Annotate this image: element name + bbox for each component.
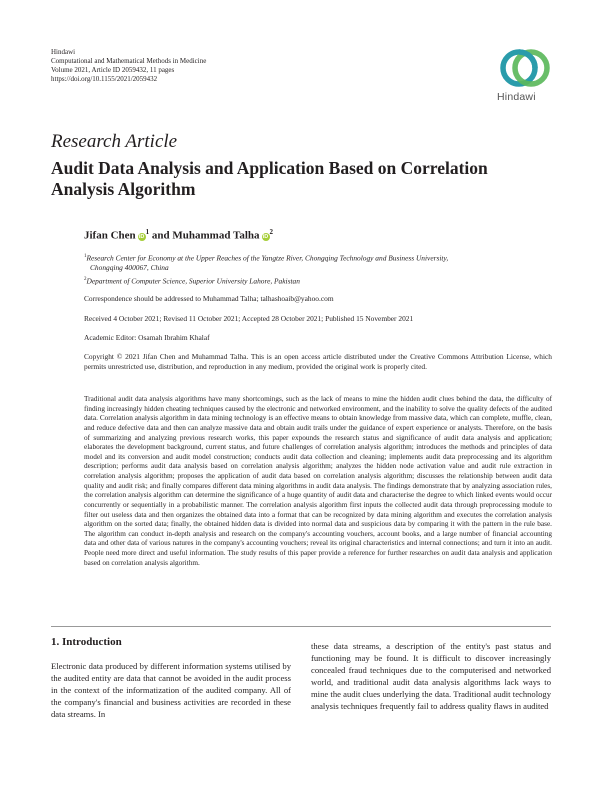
- author-affiliation-marker: 1: [145, 228, 150, 236]
- abstract: Traditional audit data analysis algorithms have many shortcomings, such as the lack of means to mine the hidden audit clues behind the data, the difficulty of finding increasingly hidden cheating techniques caused by the electronic and networked environment, and the inability to solve the quality defects of the audited data. Correlation analysis algorithm in data mining technology is an effective means to obtain knowledge from massive data, which can complete, muffle, clean, and reduce defective data and then can analyze massive data and obtain audit trails under the guidance of expert experience or analysts. Therefore, on the basis of summarizing and analyzing previous research works, this paper expounds the research status and significance of audit data analysis and application; elaborates the development background, current status, and future challenges of correlation analysis algorithm; introduces the methods and principles of data model and its conversion and audit model construction; conducts audit data collection and cleaning; implements audit data preprocessing and its algorithm description; performs audit data analysis based on correlation analysis algorithm; analyzes the hidden node activation value and audit rule extraction in correlation analysis algorithm; proposes the application of audit data based on correlation analysis algorithm; discusses the relationship between audit data quality and audit risk; and finally compares different data mining algorithms in audit data analysis. The findings demonstrate that by analyzing association rules, the correlation analysis algorithm can determine the significance of a huge quantity of audit data and characterise the degree to which linked events would occur concurrently or sequentially in a probabilistic manner. The correlation analysis algorithm first inputs the collected audit data through preprocessing module to filter out useless data and then organizes the obtained data into a format that can be recognized by data mining algorithm and executes the correlation analysis algorithm on the sorted data; finally, the obtained hidden data is divided into normal data and suspicious data by comparing it with the pattern in the rule base. The algorithm can conduct in-depth analysis and research on the company's accounting vouchers, account books, and a large number of financial accounting data and other data of various natures in the company's accounting vouchers; reveal its original characteristics and internal connections; and turn it into an audit. People need more direct and useful information. The study results of this paper provide a reference for further researches on audit data analysis and application based on correlation analysis algorithm.: [84, 395, 552, 567]
- affiliation-marker: 1: [84, 254, 87, 259]
- journal-name: Computational and Mathematical Methods in Medicine: [51, 57, 207, 65]
- copyright-notice: Copyright © 2021 Jifan Chen and Muhammad Talha. This is an open access article distributed under the Creative Commons Attribution License, which permits unrestricted use, distribution, and reproduction in any medium, provided the original work is properly cited.: [84, 352, 552, 371]
- intro-paragraph-right: these data streams, a description of the entity's past status and functioning may be found. It is difficult to discover increasingly concealed fraud techniques due to the computerised and networked world, and traditional audit data analysis algorithms lack ways to mine the audit clues underlying the data. Traditional audit technology analysis techniques frequently fail to address quality flaws in audited: [311, 641, 551, 712]
- affiliation-1: [84, 252, 554, 273]
- section-heading: 1. Introduction: [51, 636, 122, 648]
- hindawi-logo-text: Hindawi: [497, 91, 536, 103]
- affiliation-text-continued: Chongqing 400067, China: [90, 263, 169, 273]
- author-name: Jifan Chen: [84, 229, 136, 242]
- intro-paragraph-left: Electronic data produced by different information systems utilised by the audited entity are data that cannot be avoided in the audit process in the context of the informatization of the audited company. All of the company's financial and business activities are recorded in these data streams. In: [51, 661, 291, 720]
- affiliation-2: [84, 275, 554, 286]
- section-divider: [51, 626, 551, 627]
- academic-editor: Academic Editor: Osamah Ibrahim Khalaf: [84, 333, 210, 342]
- article-title: Audit Data Analysis and Application Based on Correlation Analysis Algorithm: [51, 158, 488, 199]
- correspondence-line: Correspondence should be addressed to Muhammad Talha; talhashoaib@yahoo.com: [84, 294, 334, 303]
- volume-info: Volume 2021, Article ID 2059432, 11 pages: [51, 66, 175, 74]
- affiliation-text: Department of Computer Science, Superior University Lahore, Pakistan: [86, 276, 300, 286]
- author-affiliation-marker: 2: [269, 228, 274, 236]
- author-connector: and: [151, 229, 170, 242]
- affiliation-text: Research Center for Economy at the Upper Reaches of the Yangtze River, Chongqing Technology and Business University,: [86, 253, 449, 263]
- author-list: [84, 228, 273, 242]
- journal-header: [51, 48, 206, 84]
- publication-dates: Received 4 October 2021; Revised 11 October 2021; Accepted 28 October 2021; Published 15 November 2021: [84, 314, 414, 323]
- orcid-icon[interactable]: iD: [138, 233, 145, 240]
- publisher-name: Hindawi: [51, 48, 76, 56]
- doi-link[interactable]: https://doi.org/10.1155/2021/2059432: [51, 75, 158, 83]
- article-type: Research Article: [51, 131, 178, 152]
- author-name: Muhammad Talha: [172, 229, 260, 242]
- orcid-icon[interactable]: iD: [262, 233, 269, 240]
- affiliation-marker: 2: [84, 277, 87, 282]
